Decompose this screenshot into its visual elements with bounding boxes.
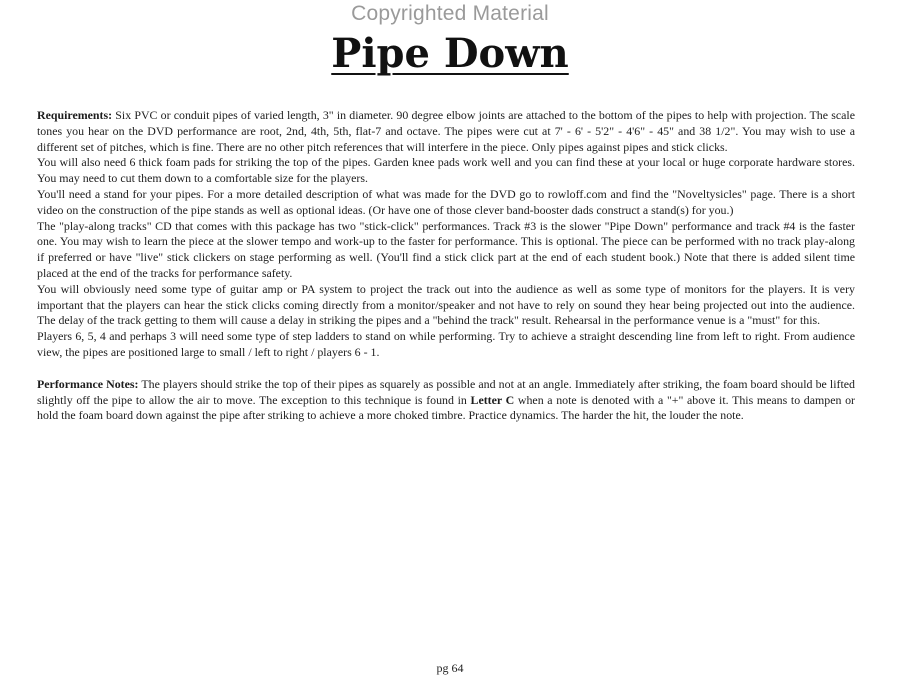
requirements-paragraph-6: Players 6, 5, 4 and perhaps 3 will need some type of step ladders to stand on while performing. Try to achieve a straight descending line from left to right. From audience view, the pipes are positioned large to small / left to right / players 6 - 1. (37, 329, 855, 359)
performance-notes-paragraph (37, 377, 855, 424)
page-number: pg 64 (436, 661, 464, 675)
performance-notes-label: Performance Notes: (37, 376, 139, 391)
section-spacer (37, 361, 855, 377)
copyright-watermark: Copyrighted Material (351, 2, 549, 25)
performance-notes-text-after: when a note is denoted with a "+" above it. This means to dampen or hold the foam board down against the pipe after striking to achieve a more choked timbre. Practice dynamics. The harder the hit, the louder the note. (37, 392, 855, 423)
requirements-paragraph-5: You will obviously need some type of guitar amp or PA system to project the track out into the audience as well as some type of monitors for the players. It is very important that the players can hear the stick clicks coming directly from a monitor/speaker and not have to rely on sound they hear being projected out into the audience. The delay of the track getting to them will cause a delay in striking the pipes and a "behind the track" result. Rehearsal in the performance venue is a "must" for this. (37, 281, 855, 328)
letter-c-reference: Letter C (470, 392, 515, 407)
requirements-paragraph-1 (37, 108, 855, 155)
requirements-text-1: Six PVC or conduit pipes of varied length, 3" in diameter. 90 degree elbow joints are attached to the bottom of the pipes to help with projection. The scale tones you hear on the DVD performance are root, 2nd, 4th, 5th, flat-7 and octave. The pipes were cut at 7' - 6' - 5'2" - 4'6" - 45" and 38 1/2". You may wish to use a different set of pitches, which is fine. There are no other pitch references that will interfere in the piece. Only pipes against pipes and stick clicks. (37, 108, 855, 154)
requirements-paragraph-2: You will also need 6 thick foam pads for striking the top of the pipes. Garden knee pads work well and you can find these at your local or huge corporate hardware stores. You may need to cut them down to a comfortable size for the players. (37, 155, 855, 186)
requirements-paragraph-3: You'll need a stand for your pipes. For a more detailed description of what was made for the DVD go to rowloff.com and find the "Noveltysicles" page. There is a short video on the construction of the pipe stands as well as optional ideas. (Or have one of those clever band-booster dads construct a stand(s) for you.) (37, 186, 855, 217)
page-title: Pipe Down (331, 30, 569, 77)
requirements-paragraph-4: The "play-along tracks" CD that comes with this package has two "stick-click" performances. Track #3 is the slower "Pipe Down" performance and track #4 is the faster one. You may wish to learn the piece at the slower tempo and work-up to the faster for performance. This is optional. The piece can be performed with no track play-along if preferred or have "live" stick clickers on stage performing as well. (You'll find a stick click part at the end of each student book.) Note that there is added silent time placed at the end of the tracks for performance safety. (37, 218, 855, 280)
document-body (37, 108, 855, 424)
requirements-label: Requirements: (37, 108, 113, 122)
performance-notes-text-before: The players should strike the top of their pipes as squarely as possible and not at an angle. Immediately after striking, the foam board should be lifted slightly off the pipe to allow the air to move. The exception to this technique is found in (37, 376, 855, 407)
